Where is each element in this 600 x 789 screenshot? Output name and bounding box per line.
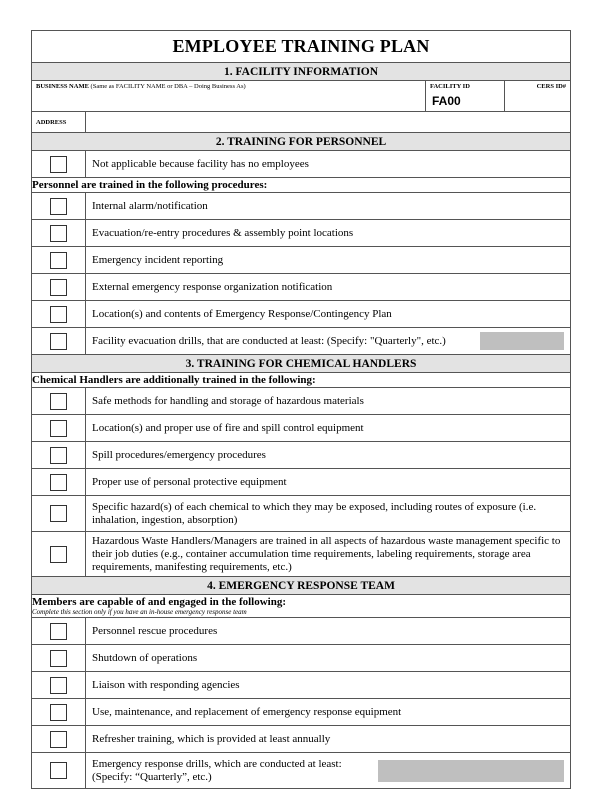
checkbox-cell <box>32 618 86 645</box>
emergency-subheading-cell <box>32 595 571 618</box>
section-chemical-heading: 3. TRAINING FOR CHEMICAL HANDLERS <box>32 355 571 373</box>
cers-id-field[interactable] <box>505 81 571 112</box>
business-name-note: (Same as FACILITY NAME or DBA – Doing Business As) <box>90 83 246 90</box>
section-emergency-heading: 4. EMERGENCY RESPONSE TEAM <box>32 577 571 595</box>
training-plan-form <box>31 30 571 789</box>
list-item: Proper use of personal protective equipment <box>86 469 571 496</box>
drill-frequency-input[interactable] <box>480 332 564 350</box>
facility-id-value[interactable]: FA00 <box>432 94 461 108</box>
list-item: Safe methods for handling and storage of hazardous materials <box>86 388 571 415</box>
business-name-field[interactable] <box>32 81 426 112</box>
checkbox-cell <box>32 753 86 789</box>
list-item: Liaison with responding agencies <box>86 672 571 699</box>
chemical-checkbox[interactable] <box>50 393 67 410</box>
list-item-with-field <box>86 328 571 355</box>
personnel-checkbox[interactable] <box>50 279 67 296</box>
emergency-checkbox[interactable] <box>50 731 67 748</box>
checkbox-cell <box>32 442 86 469</box>
emergency-checkbox[interactable] <box>50 650 67 667</box>
emergency-checkbox[interactable] <box>50 704 67 721</box>
checkbox-cell <box>32 247 86 274</box>
chemical-checkbox[interactable] <box>50 505 67 522</box>
personnel-checkbox[interactable] <box>50 306 67 323</box>
section-personnel-heading: 2. TRAINING FOR PERSONNEL <box>32 133 571 151</box>
address-field[interactable] <box>86 112 571 133</box>
business-name-label: BUSINESS NAME <box>36 83 89 90</box>
chemical-checkbox[interactable] <box>50 474 67 491</box>
list-item: Spill procedures/emergency procedures <box>86 442 571 469</box>
list-item: Use, maintenance, and replacement of emergency response equipment <box>86 699 571 726</box>
list-item: Emergency incident reporting <box>86 247 571 274</box>
form-title: EMPLOYEE TRAINING PLAN <box>32 31 571 63</box>
response-drill-frequency-input[interactable] <box>378 760 564 782</box>
response-drills-text: Emergency response drills, which are conducted at least: (Specify: “Quarterly”, etc.) <box>92 757 342 783</box>
facility-id-field[interactable] <box>426 81 505 112</box>
emergency-checkbox[interactable] <box>50 623 67 640</box>
checkbox-cell <box>32 388 86 415</box>
chemical-checkbox[interactable] <box>50 420 67 437</box>
checkbox-cell <box>32 469 86 496</box>
list-item: Refresher training, which is provided at least annually <box>86 726 571 753</box>
chemical-subheading: Chemical Handlers are additionally trained in the following: <box>32 373 571 388</box>
evacuation-drills-text: Facility evacuation drills, that are conducted at least: (Specify: "Quarterly", etc.) <box>92 334 446 347</box>
list-item: Evacuation/re-entry procedures & assembly point locations <box>86 220 571 247</box>
list-item: Hazardous Waste Handlers/Managers are trained in all aspects of hazardous waste management specific to their job duties (e.g., container accumulation time requirements, labeling requirements, storage area requirements, manifesting requirements, etc.) <box>86 532 571 577</box>
checkbox-cell <box>32 301 86 328</box>
personnel-subheading: Personnel are trained in the following procedures: <box>32 178 571 193</box>
personnel-checkbox[interactable] <box>50 198 67 215</box>
facility-id-label: FACILITY ID <box>430 83 470 90</box>
checkbox-cell <box>32 151 86 178</box>
list-item-with-field <box>86 753 571 789</box>
list-item: Specific hazard(s) of each chemical to which they may be exposed, including routes of exposure (i.e. inhalation, ingestion, absorption) <box>86 496 571 532</box>
checkbox-cell <box>32 645 86 672</box>
list-item: Personnel rescue procedures <box>86 618 571 645</box>
list-item: Shutdown of operations <box>86 645 571 672</box>
checkbox-cell <box>32 415 86 442</box>
checkbox-cell <box>32 220 86 247</box>
na-item-text: Not applicable because facility has no employees <box>86 151 571 178</box>
list-item: Location(s) and contents of Emergency Response/Contingency Plan <box>86 301 571 328</box>
address-label: ADDRESS <box>32 112 86 133</box>
checkbox-cell <box>32 274 86 301</box>
na-checkbox[interactable] <box>50 156 67 173</box>
cers-id-label: CERS ID# <box>536 83 567 90</box>
checkbox-cell <box>32 672 86 699</box>
checkbox-cell <box>32 699 86 726</box>
emergency-checkbox[interactable] <box>50 677 67 694</box>
list-item: Internal alarm/notification <box>86 193 571 220</box>
list-item: Location(s) and proper use of fire and spill control equipment <box>86 415 571 442</box>
personnel-checkbox[interactable] <box>50 252 67 269</box>
emergency-checkbox[interactable] <box>50 762 67 779</box>
checkbox-cell <box>32 328 86 355</box>
checkbox-cell <box>32 532 86 577</box>
emergency-hint: Complete this section only if you have an in-house emergency response team <box>32 608 247 616</box>
checkbox-cell <box>32 193 86 220</box>
checkbox-cell <box>32 496 86 532</box>
section-facility-heading: 1. FACILITY INFORMATION <box>32 63 571 81</box>
chemical-checkbox[interactable] <box>50 447 67 464</box>
personnel-checkbox[interactable] <box>50 333 67 350</box>
emergency-subheading: Members are capable of and engaged in the following: <box>32 596 287 608</box>
personnel-checkbox[interactable] <box>50 225 67 242</box>
chemical-checkbox[interactable] <box>50 546 67 563</box>
list-item: External emergency response organization notification <box>86 274 571 301</box>
